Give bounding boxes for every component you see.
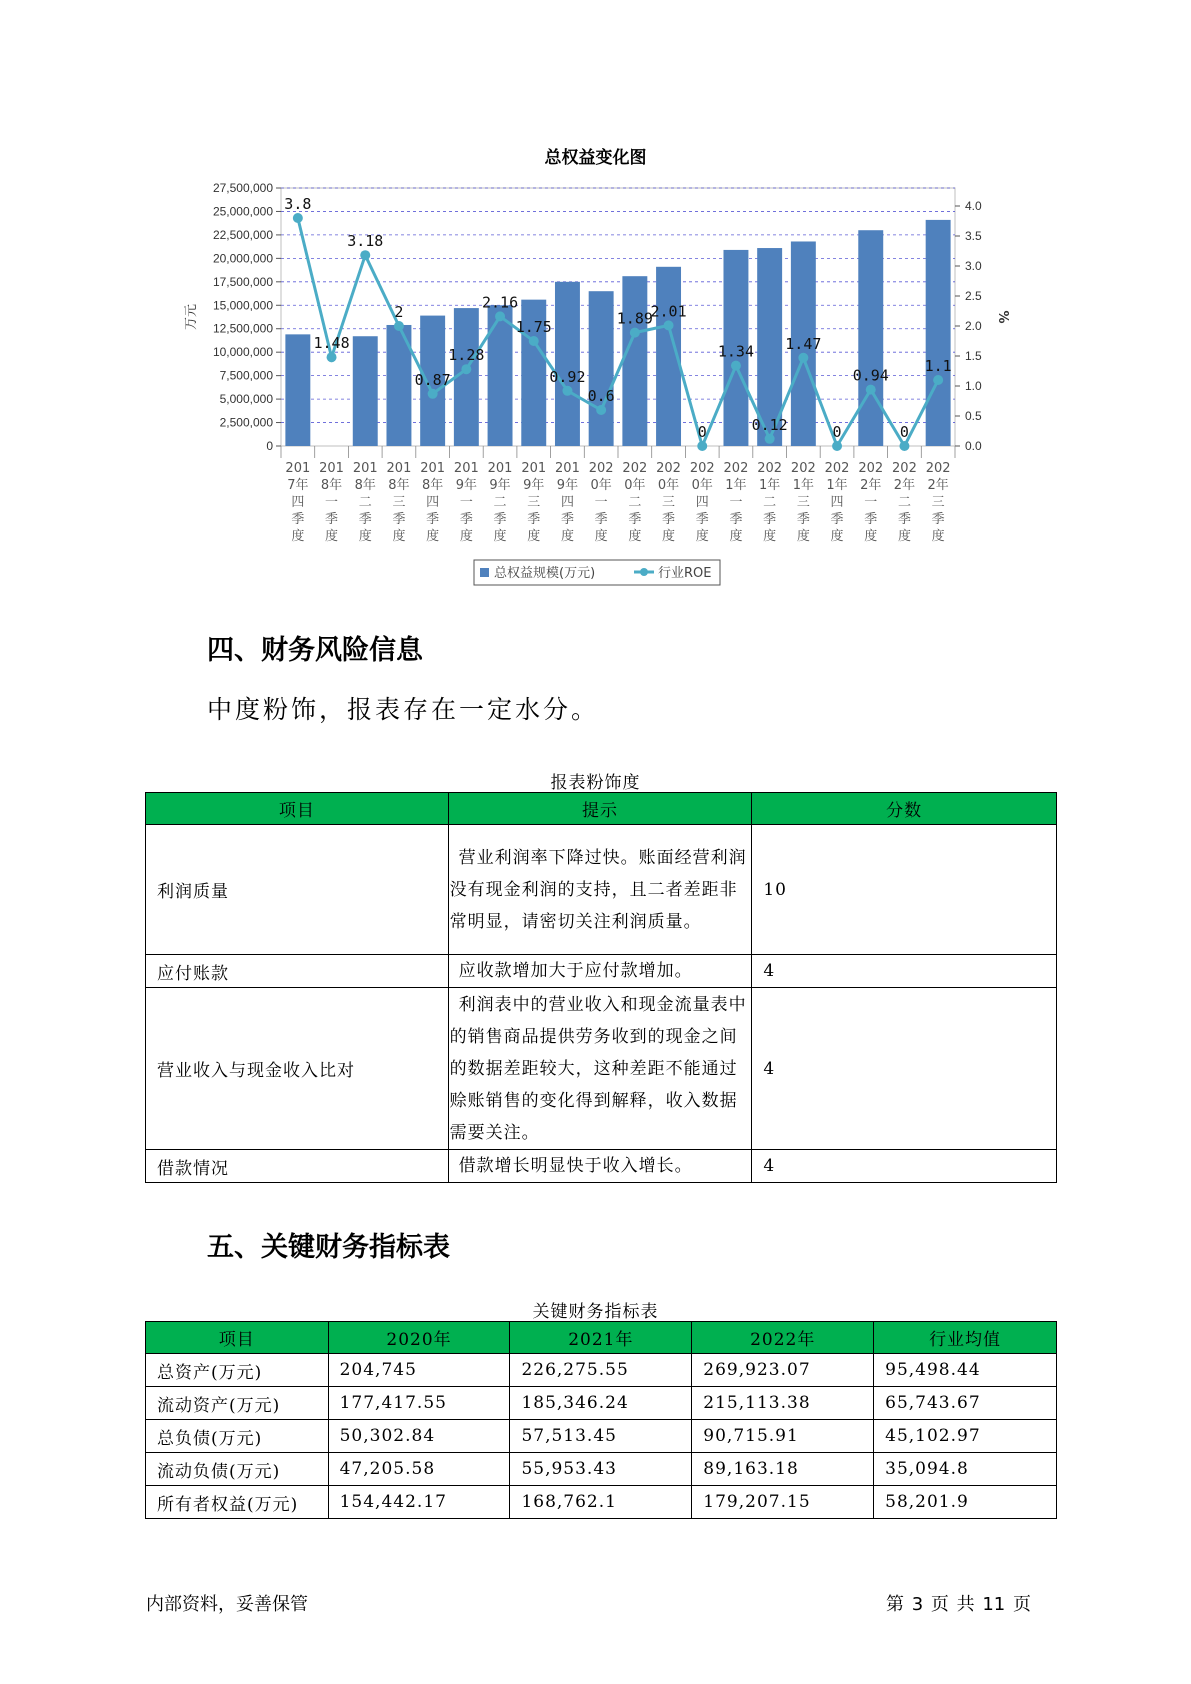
roe-point [731,361,741,371]
item-cell: 流动资产(万元) [146,1387,329,1420]
table-row [146,1420,1057,1453]
x-tick-label: 8年 [320,478,343,493]
roe-point [765,434,775,444]
score-cell: 4 [752,955,1057,988]
legend-line-label: 行业ROE [658,566,712,581]
x-tick-label: 季 [459,512,473,527]
x-tick-label: 季 [628,512,642,527]
table-caption-whitewash: 报表粉饰度 [550,773,641,793]
x-tick-label: 0年 [624,478,646,493]
x-tick-label: 季 [291,512,305,527]
x-tick-label: 季 [830,512,844,527]
risk-summary: 中度粉饰，报表存在一定水分。 [207,695,600,724]
x-tick-label: 三 [662,495,676,510]
roe-point [562,386,572,396]
x-tick-label: 201 [453,461,479,476]
x-tick-label: 度 [796,529,810,544]
y-tick-label: 17,500,000 [212,274,273,289]
value-cell: 55,953.43 [510,1453,692,1486]
table-header-row [146,793,1057,825]
value-cell: 269,923.07 [692,1354,874,1387]
roe-data-label: 0.6 [587,387,615,405]
roe-point [394,321,404,331]
x-tick-label: 8年 [354,478,376,493]
roe-point [832,441,842,451]
y2-tick-label: 4.0 [965,199,982,213]
x-tick-label: 201 [319,461,344,476]
bar [353,336,378,446]
table-header-row [146,1322,1057,1354]
x-tick-label: 1年 [759,478,781,493]
roe-point [697,441,707,451]
roe-point [327,352,337,362]
roe-point [461,364,471,374]
roe-data-label: 0.94 [852,366,889,385]
bar [926,220,951,446]
x-tick-label: 202 [824,461,850,476]
roe-data-label: 0.92 [549,367,586,386]
x-tick-label: 度 [325,529,339,544]
y-tick-label: 2,500,000 [219,415,273,430]
x-tick-label: 度 [594,529,608,544]
x-tick-label: 二 [628,495,642,510]
roe-data-label: 1.34 [717,342,755,361]
value-cell: 185,346.24 [510,1387,692,1420]
x-tick-label: 202 [858,461,884,476]
roe-data-label: 1.1 [924,357,952,375]
x-tick-label: 四 [695,495,709,510]
score-cell: 4 [752,988,1057,1150]
y2-tick-label: 1.0 [965,379,982,393]
x-tick-label: 三 [392,495,406,510]
roe-point [630,328,640,338]
x-tick-label: 度 [729,529,743,544]
x-tick-label: 四 [291,495,305,510]
x-tick-label: 一 [459,495,473,510]
value-cell: 204,745 [328,1354,510,1387]
x-tick-label: 季 [931,512,945,527]
equity-chart [0,0,1191,600]
y-tick-label: 27,500,000 [212,181,273,195]
table-row [146,955,1057,988]
y-tick-label: 5,000,000 [219,392,273,407]
x-tick-label: 202 [656,461,681,476]
x-tick-label: 一 [594,495,608,510]
x-tick-label: 季 [325,512,339,527]
x-tick-label: 一 [729,495,743,510]
x-tick-label: 季 [796,512,810,527]
value-cell: 179,207.15 [692,1486,874,1519]
bar [858,230,883,446]
x-tick-label: 8年 [388,478,410,493]
y2-tick-label: 1.5 [965,349,982,363]
x-tick-label: 二 [493,495,507,510]
roe-data-label: 0 [899,423,909,441]
value-cell: 177,417.55 [328,1387,510,1420]
bar [589,291,614,446]
table-caption-indicators: 关键财务指标表 [532,1302,659,1322]
x-tick-label: 9年 [489,478,511,493]
x-tick-label: 202 [622,461,648,476]
score-cell: 10 [752,825,1057,955]
x-tick-label: 季 [493,512,507,527]
x-tick-label: 9年 [455,478,477,493]
x-tick-label: 度 [392,529,406,544]
roe-point [428,389,438,399]
x-tick-label: 季 [560,512,574,527]
bar [555,282,580,446]
y-tick-label: 10,000,000 [212,345,273,360]
x-tick-label: 度 [560,529,574,544]
roe-data-label: 2 [394,303,404,321]
roe-data-label: 1.47 [785,334,822,353]
header-cell: 2022年 [692,1322,874,1354]
roe-data-label: 2.16 [481,293,519,312]
header-cell: 分数 [752,793,1057,825]
item-cell: 流动负债(万元) [146,1453,329,1486]
x-tick-label: 1年 [792,478,814,493]
x-tick-label: 2年 [893,478,916,493]
table-row [146,1354,1057,1387]
item-cell: 总负债(万元) [146,1420,329,1453]
x-tick-label: 度 [830,529,844,544]
whitewash-table [145,792,1057,1183]
hint-cell: 利润表中的营业收入和现金流量表中的销售商品提供劳务收到的现金之间的数据差距较大，这种差距不能通过赊账销售的变化得到解释，收入数据需要关注。 [448,988,752,1150]
x-tick-label: 度 [662,529,676,544]
x-tick-label: 季 [594,512,608,527]
value-cell: 89,163.18 [692,1453,874,1486]
x-tick-label: 0年 [590,478,612,493]
section-heading-indicators: 五、关键财务指标表 [207,1232,450,1263]
x-tick-label: 202 [892,461,917,476]
value-cell: 168,762.1 [510,1486,692,1519]
y-tick-label: 0 [266,439,273,453]
roe-data-label: 2.01 [650,302,687,321]
indicators-table [145,1321,1057,1519]
x-tick-label: 1年 [826,478,848,493]
chart-title: 总权益变化图 [544,148,647,168]
x-tick-label: 四 [830,495,844,510]
roe-data-label: 0 [697,423,707,441]
roe-point [866,385,876,395]
x-tick-label: 四 [560,495,574,510]
x-tick-label: 2年 [927,478,949,493]
x-tick-label: 202 [689,461,715,476]
table-row [146,825,1057,955]
x-tick-label: 二 [897,495,911,510]
x-tick-label: 三 [931,495,945,510]
x-tick-label: 季 [392,512,406,527]
bar [285,334,310,446]
x-tick-label: 201 [352,461,378,476]
roe-point [933,375,943,385]
y-tick-label: 15,000,000 [212,298,273,313]
header-cell: 行业均值 [874,1322,1057,1354]
value-cell: 45,102.97 [874,1420,1057,1453]
x-tick-label: 202 [588,461,614,476]
item-cell: 总资产(万元) [146,1354,329,1387]
item-cell: 利润质量 [146,825,449,955]
x-tick-label: 度 [897,529,911,544]
x-tick-label: 季 [729,512,743,527]
item-cell: 所有者权益(万元) [146,1486,329,1519]
value-cell: 95,498.44 [874,1354,1057,1387]
x-tick-label: 1年 [725,478,747,493]
value-cell: 50,302.84 [328,1420,510,1453]
x-tick-label: 201 [555,461,580,476]
y-tick-label: 12,500,000 [212,321,273,336]
x-tick-label: 一 [864,495,878,510]
roe-data-label: 3.8 [284,195,312,213]
bar [622,276,647,446]
x-tick-label: 201 [420,461,446,476]
roe-data-label: 1.48 [313,334,350,353]
hint-cell: 应收款增加大于应付款增加。 [448,955,752,988]
table-row [146,1387,1057,1420]
value-cell: 65,743.67 [874,1387,1057,1420]
header-cell: 2021年 [510,1322,692,1354]
x-tick-label: 0年 [691,478,713,493]
x-tick-label: 2年 [860,478,882,493]
roe-data-label: 3.18 [347,232,384,251]
x-tick-label: 度 [864,529,878,544]
x-tick-label: 季 [662,512,676,527]
x-tick-label: 度 [931,529,945,544]
x-tick-label: 四 [426,495,440,510]
header-cell: 项目 [146,1322,329,1354]
roe-point [664,320,674,330]
y-tick-label: 22,500,000 [212,227,273,242]
x-tick-label: 7年 [287,478,309,493]
x-tick-label: 一 [325,495,339,510]
legend-bar-label: 总权益规模(万元) [494,566,596,581]
roe-point [529,336,539,346]
x-tick-label: 季 [695,512,709,527]
roe-data-label: 1.89 [616,309,653,328]
x-tick-label: 9年 [556,478,579,493]
table-row [146,988,1057,1150]
x-tick-label: 度 [628,529,642,544]
value-cell: 154,442.17 [328,1486,510,1519]
x-tick-label: 三 [796,495,810,510]
y2-tick-label: 0.5 [965,409,982,423]
x-tick-label: 季 [358,512,372,527]
y2-axis-title: % [995,310,1010,324]
x-tick-label: 度 [763,529,777,544]
x-tick-label: 202 [790,461,816,476]
x-tick-label: 9年 [523,478,545,493]
hint-cell: 借款增长明显快于收入增长。 [448,1150,752,1183]
roe-point [596,405,606,415]
value-cell: 90,715.91 [692,1420,874,1453]
roe-data-label: 1.28 [448,346,485,365]
x-tick-label: 度 [459,529,473,544]
value-cell: 35,094.8 [874,1453,1057,1486]
footer-page-number: 第 3 页 共 11 页 [886,1594,1031,1615]
roe-point [899,441,909,451]
table-row [146,1486,1057,1519]
x-tick-label: 202 [925,461,951,476]
x-tick-label: 202 [757,461,783,476]
roe-data-label: 0.12 [751,415,788,434]
y-axis-title: 万元 [184,303,199,331]
y2-tick-label: 2.0 [965,319,982,333]
x-tick-label: 季 [763,512,777,527]
roe-data-label: 0 [832,423,842,441]
x-tick-label: 201 [521,461,547,476]
roe-data-label: 0.87 [414,370,451,389]
x-tick-label: 201 [285,461,311,476]
roe-data-label: 1.75 [515,318,552,336]
y-tick-label: 25,000,000 [212,204,273,219]
x-tick-label: 季 [426,512,440,527]
value-cell: 57,513.45 [510,1420,692,1453]
y2-tick-label: 3.0 [965,259,982,273]
bar [488,305,513,446]
header-cell: 提示 [448,793,752,825]
x-tick-label: 度 [493,529,507,544]
value-cell: 215,113.38 [692,1387,874,1420]
value-cell: 47,205.58 [328,1453,510,1486]
value-cell: 226,275.55 [510,1354,692,1387]
item-cell: 应付账款 [146,955,449,988]
roe-point [360,250,370,260]
x-tick-label: 季 [897,512,911,527]
x-tick-label: 201 [386,461,412,476]
footer-confidential-note: 内部资料，妥善保管 [146,1594,308,1615]
y2-tick-label: 0.0 [965,439,982,453]
x-tick-label: 度 [358,529,372,544]
x-tick-label: 201 [487,461,513,476]
y2-tick-label: 3.5 [965,229,982,243]
x-tick-label: 度 [426,529,440,544]
x-tick-label: 0年 [657,478,680,493]
score-cell: 4 [752,1150,1057,1183]
section-heading-risk: 四、财务风险信息 [207,635,423,666]
legend-line-marker [640,568,648,576]
x-tick-label: 季 [864,512,878,527]
roe-point [798,353,808,363]
y2-tick-label: 2.5 [965,289,982,303]
value-cell: 58,201.9 [874,1486,1057,1519]
x-tick-label: 度 [291,529,305,544]
item-cell: 借款情况 [146,1150,449,1183]
x-tick-label: 季 [527,512,541,527]
y-tick-label: 20,000,000 [212,251,273,266]
x-tick-label: 三 [527,495,541,510]
x-tick-label: 8年 [422,478,444,493]
x-tick-label: 二 [763,495,777,510]
item-cell: 营业收入与现金收入比对 [146,988,449,1150]
legend-bar-swatch [480,568,489,577]
header-cell: 项目 [146,793,449,825]
table-row [146,1453,1057,1486]
header-cell: 2020年 [328,1322,510,1354]
x-tick-label: 202 [723,461,749,476]
roe-point [293,213,303,223]
x-tick-label: 二 [358,495,372,510]
x-tick-label: 度 [527,529,541,544]
table-row [146,1150,1057,1183]
y-tick-label: 7,500,000 [219,368,273,383]
hint-cell: 营业利润率下降过快。账面经营利润没有现金利润的支持，且二者差距非常明显，请密切关注利润质量。 [448,825,752,955]
x-tick-label: 度 [695,529,709,544]
roe-point [495,311,505,321]
